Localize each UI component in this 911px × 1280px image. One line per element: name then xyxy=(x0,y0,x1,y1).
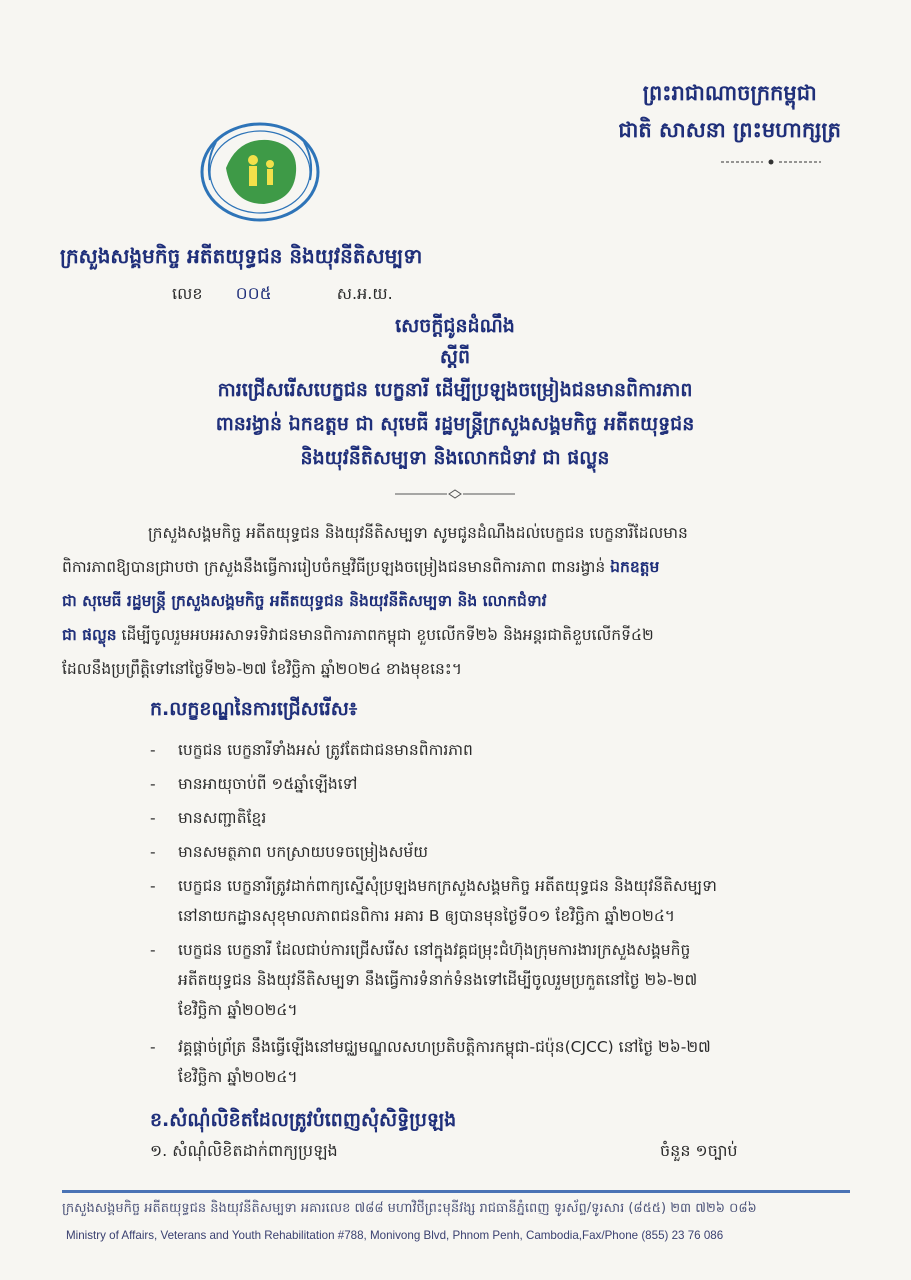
section-a-heading: ក.លក្ខខណ្ឌនៃការជ្រើសរើស៖ xyxy=(150,698,358,720)
kingdom-line-1: ព្រះរាជាណាចក្រកម្ពុជា xyxy=(642,81,817,105)
section-b-heading: ខ.សំណុំលិខិតដែលត្រូវបំពេញសុំសិទ្ធិប្រឡង xyxy=(150,1109,457,1131)
ref-number: ០០៥ xyxy=(235,284,272,304)
notice-subject-line-3: និងយុវនីតិសម្បទា និងលោកជំទាវ ជា ផល្លុន xyxy=(300,447,610,469)
ref-suffix: ស.អ.យ. xyxy=(336,284,393,303)
body-line-2 xyxy=(62,550,848,584)
kingdom-header xyxy=(618,80,841,148)
body-line-3: ជា សុមេធី រដ្ឋមន្ត្រី ក្រសួងសង្គមកិច្ច អតីតយុទ្ធជន និងយុវនីតិសម្បទា និង លោកជំទាវ xyxy=(62,592,547,610)
body-line-2-text: ពិការភាពឱ្យបានជ្រាបថា ក្រសួងនឹងធ្វើការរៀបចំកម្មវិធីប្រឡងចម្រៀងជនមានពិការភាព ពានរង្វាន់ xyxy=(62,558,606,576)
footer-khmer: ក្រសួងសង្គមកិច្ច អតីតយុទ្ធជន និងយុវនីតិសម្បទា អគារលេខ ៧៨៨ មហាវិថីព្រះមុនីវង្ស រាជធានីភ្នំពេញ ទូរស័ព្ទ/ទូរសារ (៨៥៥) ២៣ ៧២៦ ០៨៦ xyxy=(62,1201,757,1216)
ref-label: លេខ xyxy=(172,284,203,303)
flourish-divider xyxy=(721,157,821,167)
title-divider xyxy=(395,489,515,499)
notice-title: សេចក្តីជូនដំណឹង xyxy=(395,315,515,337)
notice-subject-line-2: ពានរង្វាន់ ឯកឧត្តម ជា សុមេធី រដ្ឋមន្ត្រីក្រសួងសង្គមកិច្ច អតីតយុទ្ធជន xyxy=(215,413,695,435)
body-line-1: ក្រសួងសង្គមកិច្ច អតីតយុទ្ធជន និងយុវនីតិសម្បទា សូមជូនដំណឹងដល់បេក្ខជន បេក្ខនារីដែលមាន xyxy=(148,524,688,542)
kingdom-line-2: ជាតិ សាសនា ព្រះមហាក្សត្រ xyxy=(618,118,841,142)
body-line-4-text: ដើម្បីចូលរួមអបអរសាទរទិវាជនមានពិការភាពកម្ពុជា ខួបលើកទី២៦ និងអន្តរជាតិខួបលើកទី៤២ xyxy=(121,626,654,644)
ministry-name: ក្រសួងសង្គមកិច្ច អតីតយុទ្ធជន និងយុវនីតិសម្បទា xyxy=(60,244,423,268)
notice-subject-label: ស្តីពី xyxy=(439,346,471,368)
body-line-4 xyxy=(62,618,848,652)
footer-rule xyxy=(62,1190,850,1193)
body-line-4-name: ជា ផល្លុន xyxy=(62,626,117,644)
document-item-1: ១. សំណុំលិខិតដាក់ពាក្យប្រឡង xyxy=(150,1141,338,1160)
notice-subject-line-1: ការជ្រើសរើសបេក្ខជន បេក្ខនារី ដើម្បីប្រឡងចម្រៀងជនមានពិការភាព xyxy=(217,379,693,401)
reference-line xyxy=(172,283,393,308)
body-paragraph xyxy=(62,516,848,686)
ministry-logo xyxy=(198,120,323,225)
document-item-1-count: ចំនួន ១ច្បាប់ xyxy=(660,1141,738,1160)
footer-english: Ministry of Affairs, Veterans and Youth Rehabilitation #788, Monivong Blvd, Phnom Penh, Cambodia,Fax/Phone (855) 23 76 086 xyxy=(66,1229,724,1242)
body-line-2-honorific: ឯកឧត្តម xyxy=(610,558,660,576)
body-line-5: ដែលនឹងប្រព្រឹត្តិទៅនៅថ្ងៃទី២៦-២៧ ខែវិច្ឆិកា ឆ្នាំ២០២៤ ខាងមុខនេះ។ xyxy=(62,660,462,678)
